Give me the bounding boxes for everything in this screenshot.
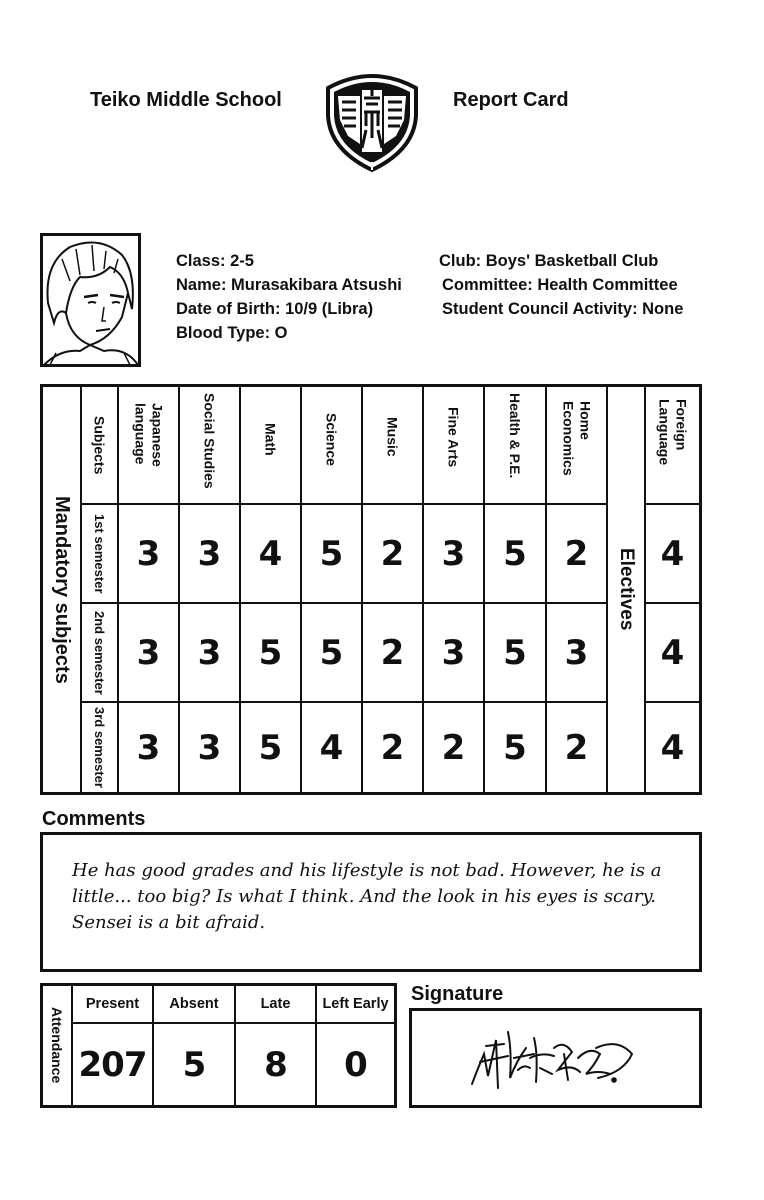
electives-label: Electives (616, 548, 637, 631)
subject-japanese: Japanese language (132, 403, 166, 467)
grade-cell: 5 (503, 632, 527, 673)
grade-cell: 5 (319, 533, 344, 574)
grade-cell: 2 (380, 632, 405, 673)
class-info: Class: 2-5 (176, 252, 254, 270)
grade-cell: 3 (197, 632, 222, 673)
grade-cell: 3 (197, 727, 222, 768)
attendance-left-early-value: 0 (344, 1044, 367, 1085)
attendance-label: Attendance (49, 1007, 65, 1084)
grade-cell: 2 (441, 727, 466, 768)
grade-cell: 5 (258, 632, 283, 673)
grade-cell: 3 (136, 727, 161, 768)
subject-music: Music (384, 417, 401, 457)
grade-cell: 3 (136, 533, 161, 574)
grade-cell: 3 (564, 632, 589, 673)
document-title: Report Card (453, 89, 569, 111)
mandatory-subjects-label: Mandatory subjects (51, 495, 73, 684)
student-name: Name: Murasakibara Atsushi (176, 276, 402, 294)
comment-line: little... too big? Is what I think. And the look in his eyes is scary. (72, 886, 656, 907)
grade-cell: 3 (441, 533, 466, 574)
subject-social-studies: Social Studies (201, 393, 218, 489)
subject-health-pe: Health & P.E. (507, 393, 523, 479)
subject-math: Math (262, 423, 279, 456)
attendance-late-value: 8 (264, 1044, 287, 1085)
school-name: Teiko Middle School (90, 89, 282, 111)
grade-cell: 2 (380, 533, 405, 574)
grade-cell: 5 (258, 727, 283, 768)
semester-3-label: 3rd semester (92, 707, 107, 788)
attendance-header-absent: Absent (169, 996, 219, 1012)
subject-science: Science (323, 413, 340, 466)
attendance-absent-value: 5 (182, 1044, 206, 1085)
grade-cell: 3 (441, 632, 466, 673)
subject-foreign-language: Foreign Language (656, 399, 690, 466)
grade-cell: 3 (197, 533, 222, 574)
grade-cell: 4 (258, 533, 283, 574)
blood-type: Blood Type: O (176, 324, 288, 342)
club-info: Club: Boys' Basketball Club (439, 252, 659, 270)
signature-title: Signature (411, 983, 504, 1005)
grade-cell: 3 (136, 632, 161, 673)
grade-cell: 5 (503, 727, 527, 768)
comments-title: Comments (42, 808, 146, 830)
attendance-present-value: 207 (78, 1044, 147, 1085)
comment-line: Sensei is a bit afraid. (72, 912, 266, 933)
subject-home-economics: Home Economics (560, 401, 594, 476)
grade-cell: 4 (319, 727, 344, 768)
attendance-header-present: Present (85, 996, 140, 1012)
school-crest-icon (322, 66, 422, 174)
comments-text (72, 858, 682, 936)
grade-cell: 5 (319, 632, 344, 673)
student-portrait-icon (40, 233, 141, 367)
grade-cell: 5 (503, 533, 527, 574)
elective-grade-cell: 4 (660, 533, 685, 574)
grade-cell: 2 (564, 727, 589, 768)
handwritten-signature-icon (468, 1018, 638, 1098)
comment-line: He has good grades and his lifestyle is not bad. However, he is a (72, 860, 662, 881)
grade-cell: 2 (564, 533, 589, 574)
semester-2-label: 2nd semester (92, 610, 107, 695)
subjects-header: Subjects (91, 415, 108, 475)
attendance-header-late: Late (260, 996, 291, 1012)
date-of-birth: Date of Birth: 10/9 (Libra) (176, 300, 374, 318)
student-council-info: Student Council Activity: None (442, 300, 684, 318)
elective-grade-cell: 4 (660, 727, 685, 768)
semester-1-label: 1st semester (92, 513, 107, 594)
subject-fine-arts: Fine Arts (445, 407, 462, 468)
elective-grade-cell: 4 (660, 632, 685, 673)
attendance-header-left-early: Left Early (322, 996, 389, 1012)
committee-info: Committee: Health Committee (442, 276, 678, 294)
grade-cell: 2 (380, 727, 405, 768)
